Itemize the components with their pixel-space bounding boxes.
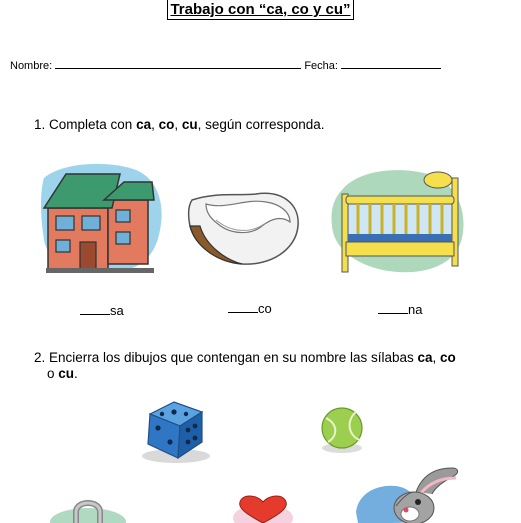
rabbit-picture (352, 466, 464, 523)
answer-blank-3[interactable] (378, 302, 408, 314)
name-blank[interactable] (55, 58, 301, 69)
question-1: 1. Completa con ca, co, cu, según corresponda. (34, 117, 325, 132)
house-picture (40, 160, 168, 275)
crib-picture (328, 160, 470, 275)
fill-blank-2: co (228, 301, 272, 316)
worksheet-title: Trabajo con “ca, co y cu” (170, 1, 351, 18)
question-2-line-1: 2. Encierra los dibujos que contengan en su nombre las sílabas ca, co (34, 350, 456, 365)
heart-picture (232, 494, 294, 523)
name-date-line (10, 58, 441, 72)
fill-blank-1: sa (80, 303, 124, 318)
ball-picture (318, 404, 366, 454)
date-blank[interactable] (341, 58, 441, 69)
coconut-picture (186, 186, 304, 268)
question-2-line-2: o cu. (47, 366, 78, 381)
question-2 (34, 350, 456, 382)
name-label: Nombre: (10, 60, 53, 72)
fill-blank-3: na (378, 302, 422, 317)
padlock-picture (48, 496, 128, 523)
date-label: Fecha: (304, 60, 338, 72)
answer-blank-1[interactable] (80, 303, 110, 315)
answer-blank-2[interactable] (228, 301, 258, 313)
dice-picture (140, 398, 210, 464)
